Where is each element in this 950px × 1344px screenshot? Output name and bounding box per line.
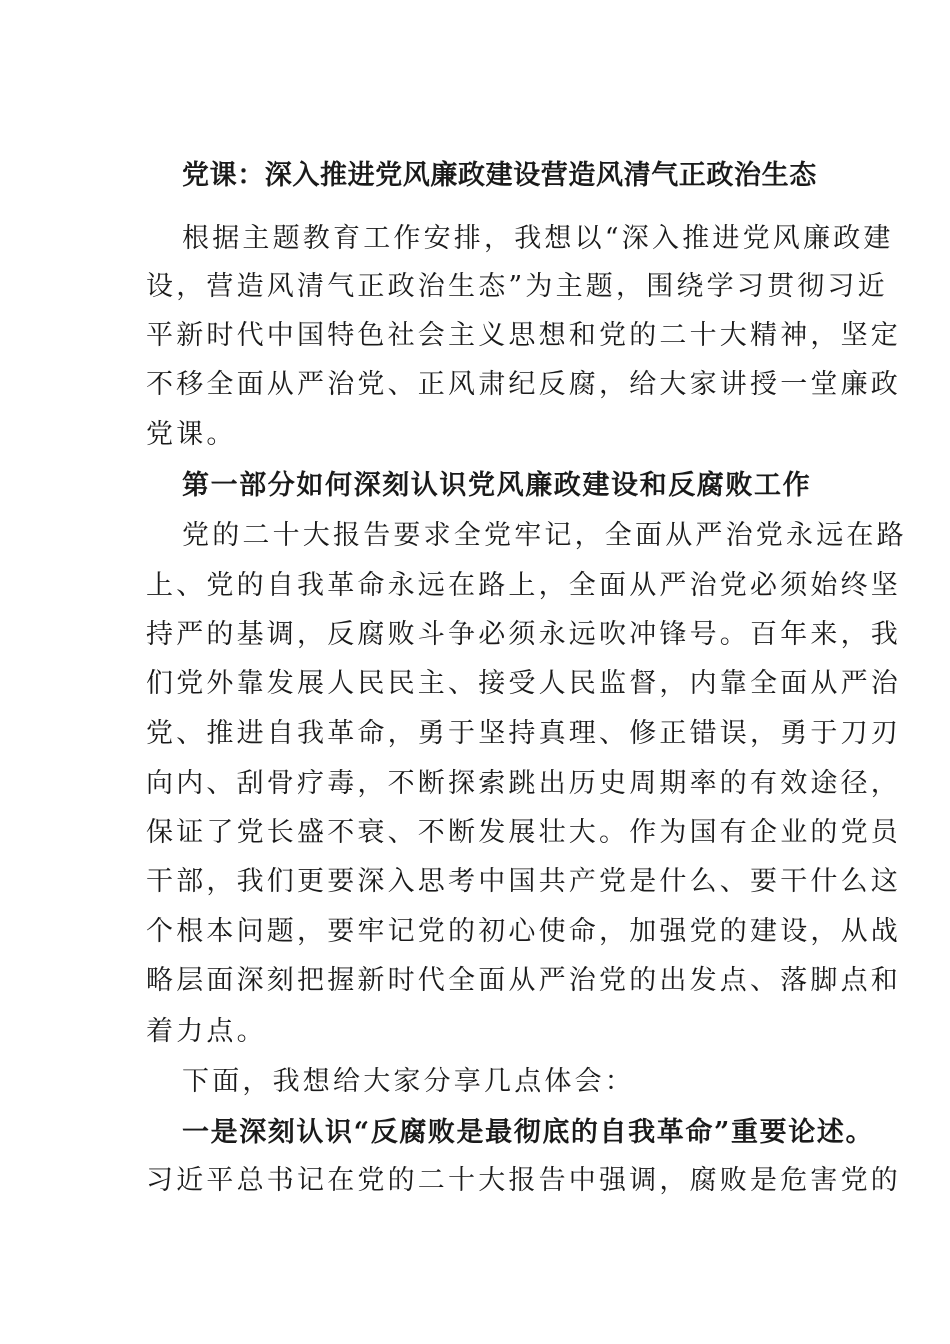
section-heading: 第一部分如何深刻认识党风廉政建设和反腐败工作 — [182, 470, 812, 501]
main-line-10: 略层面深刻把握新时代全面从严治党的出发点、落脚点和 — [146, 965, 901, 996]
document-title: 党课：深入推进党风廉政建设营造风清气正政治生态 — [182, 160, 817, 191]
main-line-3: 持严的基调，反腐败斗争必须永远吹冲锋号。百年来，我 — [146, 619, 901, 650]
point-one-line-1: 习近平总书记在党的二十大报告中强调，腐败是危害党的 — [146, 1165, 901, 1196]
intro-line-1: 根据主题教育工作安排，我想以“深入推进党风廉政建 — [182, 223, 894, 254]
intro-line-3: 平新时代中国特色社会主义思想和党的二十大精神，坚定 — [146, 320, 901, 351]
main-line-4: 们党外靠发展人民民主、接受人民监督，内靠全面从严治 — [146, 668, 901, 699]
intro-line-5: 党课。 — [146, 419, 237, 450]
main-line-9: 个根本问题，要牢记党的初心使命，加强党的建设，从战 — [146, 916, 901, 947]
main-line-5: 党、推进自我革命，勇于坚持真理、修正错误，勇于刀刃 — [146, 718, 901, 749]
intro-line-2: 设，营造风清气正政治生态”为主题，围绕学习贯彻习近 — [146, 271, 888, 302]
point-one-heading: 一是深刻认识“反腐败是最彻底的自我革命”重要论述。 — [182, 1117, 875, 1148]
main-line-2: 上、党的自我革命永远在路上，全面从严治党必须始终坚 — [146, 570, 901, 601]
main-line-6: 向内、刮骨疗毒，不断探索跳出历史周期率的有效途径， — [146, 768, 901, 799]
main-line-7: 保证了党长盛不衰、不断发展壮大。作为国有企业的党员 — [146, 817, 901, 848]
main-line-8: 干部，我们更要深入思考中国共产党是什么、要干什么这 — [146, 866, 901, 897]
main-line-1: 党的二十大报告要求全党牢记，全面从严治党永远在路 — [182, 520, 907, 551]
intro-line-4: 不移全面从严治党、正风肃纪反腐，给大家讲授一堂廉政 — [146, 369, 901, 400]
main-line-11: 着力点。 — [146, 1016, 267, 1047]
share-line: 下面，我想给大家分享几点体会： — [182, 1066, 635, 1097]
